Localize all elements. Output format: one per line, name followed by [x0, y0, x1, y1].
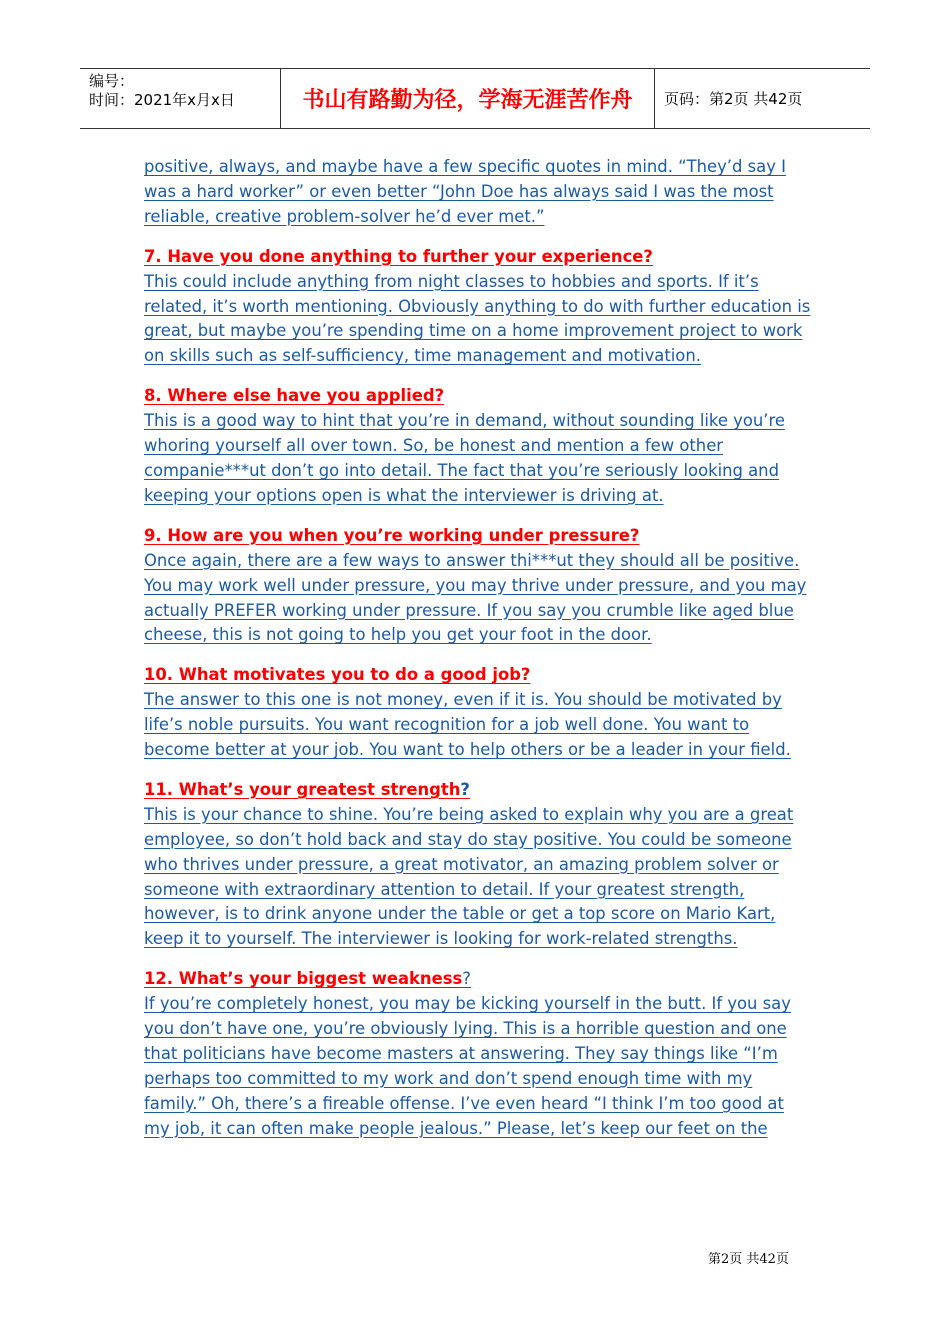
document-body: [144, 155, 814, 1142]
question-11[interactable]: [144, 778, 814, 803]
date-label: 时间：2021年x月x日: [89, 91, 235, 109]
answer-11[interactable]: This is your chance to shine. You’re being asked to explain why you are a great employee, so don’t hold back and stay do stay positive. You could be someone who thrives under pressure, a great motivator, an amazing problem solver or someone with extraordinary attention to detail. If your greatest strength, however, is to drink anyone under the table or get a top score on Mario Kart, keep it to yourself. The interviewer is looking for work-related strengths.: [144, 804, 794, 949]
answer-7[interactable]: This could include anything from night classes to hobbies and sports. If it’s related, it’s worth mentioning. Obviously anything to do with further education is great, but maybe you’re spending time on a home improvement project to work on skills such as self-sufficiency, time management and motivation.: [144, 271, 811, 366]
question-11-text: 11. What’s your greatest strength: [144, 779, 461, 799]
page-footer: 第2页 共42页: [708, 1252, 789, 1267]
question-11-mark: ?: [460, 779, 470, 799]
intro-paragraph[interactable]: positive, always, and maybe have a few specific quotes in mind. “They’d say I was a hard worker” or even better “John Doe has always said I was the most reliable, creative problem-solver he’d ever met.”: [144, 157, 786, 226]
answer-12[interactable]: If you’re completely honest, you may be kicking yourself in the butt. If you say you don’t have one, you’re obviously lying. This is a horrible question and one that politicians have become masters at answering. They say things like “I’m perhaps too committed to my work and don’t spend enough time with my family.” Oh, there’s a fireable offense. I’ve even heard “I think I’m too good at my job, it can often make people jealous.” Please, let’s keep our feet on the: [144, 994, 791, 1138]
question-7[interactable]: [144, 245, 814, 270]
question-10[interactable]: [144, 663, 814, 688]
header-table: [80, 68, 870, 129]
page-info: 页码：第2页 共42页: [664, 90, 803, 108]
question-12-text: 12. What’s your biggest weakness: [144, 969, 463, 989]
serial-label: 编号：: [89, 72, 135, 90]
question-12[interactable]: [144, 967, 814, 992]
question-10-text: 10. What motivates you to do a good job?: [144, 665, 531, 685]
answer-10[interactable]: The answer to this one is not money, even if it is. You should be motivated by life’s noble pursuits. You want recognition for a job well done. You want to become better at your job. You want to help others or be a leader in your field.: [144, 690, 791, 760]
question-8[interactable]: [144, 384, 814, 409]
header-motto-cell: [281, 69, 655, 128]
question-12-mark: ?: [462, 969, 471, 989]
question-9-text: 9. How are you when you’re working under pressure?: [144, 525, 640, 545]
question-9[interactable]: [144, 524, 814, 549]
answer-8[interactable]: This is a good way to hint that you’re in demand, without sounding like you’re whoring yourself all over town. So, be honest and mention a few other companie***ut don’t go into detail. The fact that you’re seriously looking and keeping your options open is what the interviewer is driving at.: [144, 411, 785, 505]
answer-9[interactable]: Once again, there are a few ways to answer thi***ut they should all be positive. You may work well under pressure, you may thrive under pressure, and you may actually PREFER working under pressure. If you say you crumble like aged blue cheese, this is not going to help you get your foot in the door.: [144, 550, 807, 645]
question-7-text: 7. Have you done anything to further your experience?: [144, 246, 653, 266]
question-8-text: 8. Where else have you applied?: [144, 386, 445, 406]
header-meta-cell: [80, 69, 281, 128]
motto: 书山有路勤为径，学海无涯苦作舟: [302, 87, 633, 113]
header-page-cell: [655, 69, 870, 128]
